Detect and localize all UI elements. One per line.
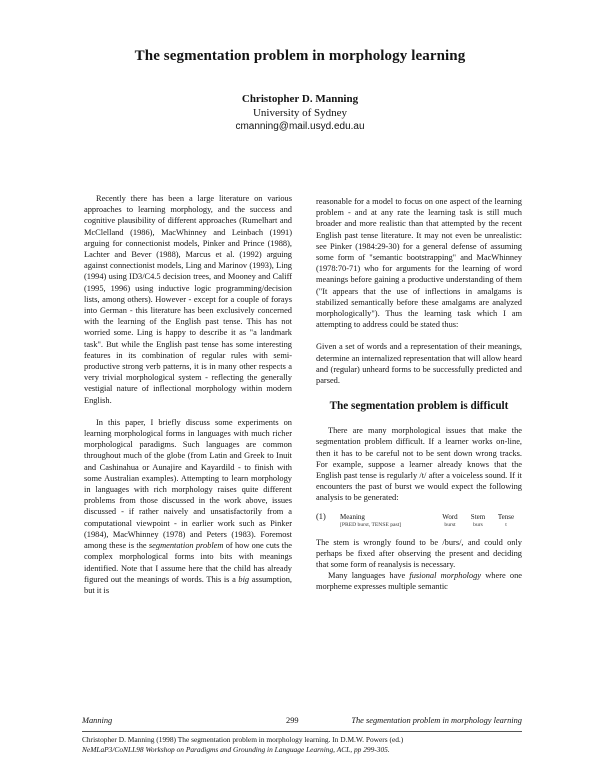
section-heading: The segmentation problem is difficult (329, 400, 509, 413)
footer-author: Manning (82, 716, 113, 725)
left-paragraph-2-part-c: assumption, but it is (84, 574, 292, 595)
example-1 (316, 513, 522, 529)
learning-task-quote: Given a set of words and a representation of their meanings, determine an internalized representation that will allow heard and (regular) unheard forms to be successfully predicted and parsed. (316, 342, 522, 386)
example-number: (1) (316, 511, 326, 521)
right-paragraph-4-part-a: Many languages have (328, 571, 410, 581)
right-paragraph-4 (316, 570, 522, 592)
example-tense-header: Tense (497, 512, 515, 521)
author-affiliation: University of Sydney (252, 107, 348, 119)
page-number: 299 (286, 716, 299, 725)
footer-title: The segmentation problem in morphology learning (351, 716, 522, 725)
example-stem-value: burs (473, 521, 483, 528)
left-paragraph-2 (84, 417, 292, 596)
footer-divider (82, 731, 522, 732)
big-emphasis: big (238, 574, 250, 584)
segmentation-problem-term: segmentation problem (148, 541, 224, 551)
right-paragraph-4-part-b: where one morpheme expresses multiple semantic (316, 571, 522, 592)
left-paragraph-2-part-b: of how one cuts the complex morphological forms into bits with meanings identified. Note that I assume here that the child has already figured out the meanings of words. This is a (84, 541, 292, 584)
paper-title: The segmentation problem in morphology learning (134, 48, 466, 64)
example-word-header: Word (442, 512, 458, 521)
fusional-morphology-term: fusional morphology (409, 571, 482, 581)
right-paragraph-3: The stem is wrongly found to be /burs/, and could only perhaps be fixed after observing the present and deciding that some form of reanalysis is necessary. (316, 537, 522, 570)
example-stem-header: Stem (470, 512, 486, 521)
left-paragraph-1: Recently there has been a large literature on various approaches to learning morphology, and the success and cognitive plausibility of different approaches (Rumelhart and McClelland (1986), MacWhinney and Leinbach (1991) arguing for connectionist models, Pinker and Prince (1988), Lachter and Bever (1988), Marcus et al. (1992) arguing against connectionist models, Ling and Marinov (1993), Ling (1994) using ID3/C4.5 decision trees, and Mooney and Califf (1995, 1996) using inductive logic programming/decision lists, among others). However - except for a couple of forays into German - this literature has been exclusively concerned with the learning of the English past tense. This has not worried some. Ling is happy to describe it as "a landmark task". But while the English past tense has some interesting features in its combination of regular rules with semi-productive strong verb patterns, it is in many other respects a very trivial morphological system - reflecting the generally vestigial nature of inflectional morphology within modern English. (84, 194, 292, 405)
citation-block (82, 735, 522, 755)
example-meaning-value: [PRED burst, TENSE past] (340, 521, 402, 528)
author-block (0, 92, 600, 134)
left-column (84, 193, 292, 596)
example-meaning-header: Meaning (340, 512, 365, 521)
left-paragraph-2-part-a: In this paper, I briefly discuss some experiments on learning morphological forms in languages with much richer morphological paradigms. Such languages are common throughout much of the globe (from Latin and Greek to Inuit and Cashinahua or Aunajire and Kayardild - to finish with some Australian examples). Attempting to learn morphology in languages with rich morphology raises quite different problems from those discussed in the work above, issues discussed - if rather naively and unsatisfactorily from a computational viewpoint - in earlier work such as Pinker (1984), MacWhinney (1978) and Peters (1983). Foremost among these is the (84, 417, 292, 551)
author-name: Christopher D. Manning (241, 93, 359, 105)
example-tense-value: t (505, 521, 507, 528)
citation-line-2: NeMLaP3/CoNLL98 Workshop on Paradigms and Grounding in Language Learning, ACL, pp 299-305. (82, 745, 390, 754)
right-paragraph-2: There are many morphological issues that make the segmentation problem difficult. If a learner works on-line, then it has to be careful not to be sent down wrong tracks. For example, suppose a learner already knows that the English past tense is regularly /t/ after a voiceless sound. If it encounters the past of burst we would expect the following analysis to be generated: (316, 426, 522, 503)
author-email[interactable]: cmanning@mail.usyd.edu.au (235, 121, 365, 132)
right-paragraph-1: reasonable for a model to focus on one aspect of the learning problem - and at any rate the learning task is still much broader and more realistic than that attempted by the recent English past tense literature. It may not even be unrealistic: see Pinker (1984:29-30) for a general defense of assuming some form of "semantic bootstrapping" and MacWhinney (1978:70-71) who for arguments for the learning of word meanings before gaining a productive understanding of them ("It appears that the use of inflections in amalgams is stabilized semantically before these amalgams are analyzed morphologically"). Thus the learning task which I am attempting to address could be stated thus: (316, 197, 522, 330)
example-word-value: burst (444, 521, 456, 528)
citation-line-1: Christopher D. Manning (1998) The segmentation problem in morphology learning. In D.M.W. Powers (ed.) (82, 735, 404, 744)
right-column (316, 196, 522, 593)
